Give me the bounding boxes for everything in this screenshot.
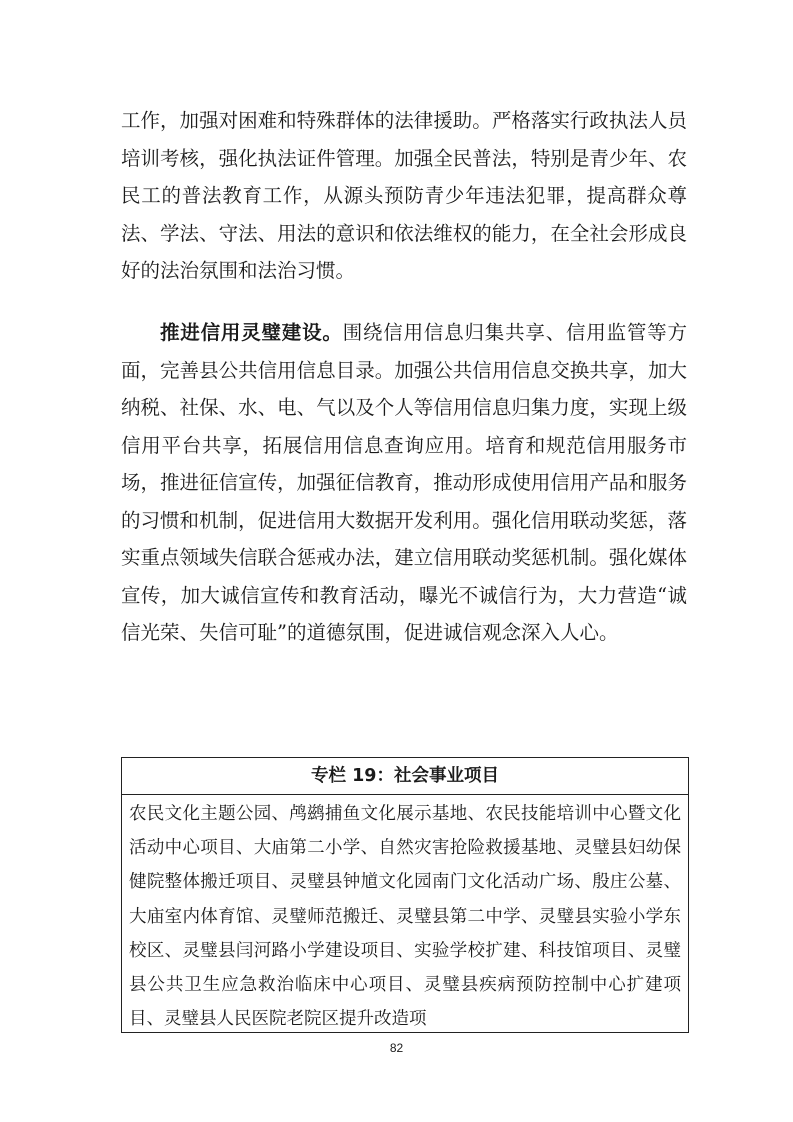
paragraph-lead-heading: 推进信用灵璧建设。 (160, 321, 343, 344)
page-number: 82 (389, 1041, 404, 1055)
column-box-social-projects (121, 757, 689, 1033)
column-box-title: 专栏 19：社会事业项目 (122, 758, 688, 795)
column-box-body: 农民文化主题公园、鸬鹚捕鱼文化展示基地、农民技能培训中心暨文化活动中心项目、大庙第二小学、自然灾害抢险救援基地、灵璧县妇幼保健院整体搬迁项目、灵璧县钟馗文化园南门文化活动广场、殷庄公墓、大庙室内体育馆、灵璧师范搬迁、灵璧县第二中学、灵璧县实验小学东校区、灵璧县闫河路小学建设项目、实验学校扩建、科技馆项目、灵璧县公共卫生应急救治临床中心项目、灵璧县疾病预防控制中心扩建项目、灵璧县人民医院老院区提升改造项 (129, 804, 681, 1030)
body-paragraph-legal-aid: 工作，加强对困难和特殊群体的法律援助。严格落实行政执法人员培训考核，强化执法证件管理。加强全民普法，特别是青少年、农民工的普法教育工作，从源头预防青少年违法犯罪，提高群众尊法、学法、守法、用法的意识和依法维权的能力，在全社会形成良好的法治氛围和法治习惯。 (121, 109, 687, 282)
paragraph-body-text: 围绕信用信息归集共享、信用监管等方面，完善县公共信用信息目录。加强公共信用信息交换共享，加大纳税、社保、水、电、气以及个人等信用信息归集力度，实现上级信用平台共享，拓展信用信息查询应用。培育和规范信用服务市场，推进征信宣传，加强征信教育，推动形成使用信用产品和服务的习惯和机制，促进信用大数据开发利用。强化信用联动奖惩，落实重点领域失信联合惩戒办法，建立信用联动奖惩机制。强化媒体宣传，加大诚信宣传和教育活动，曝光不诚信行为，大力营造“诚信光荣、失信可耻”的道德氛围，促进诚信观念深入人心。 (121, 321, 687, 644)
body-paragraph-credit (121, 314, 687, 652)
